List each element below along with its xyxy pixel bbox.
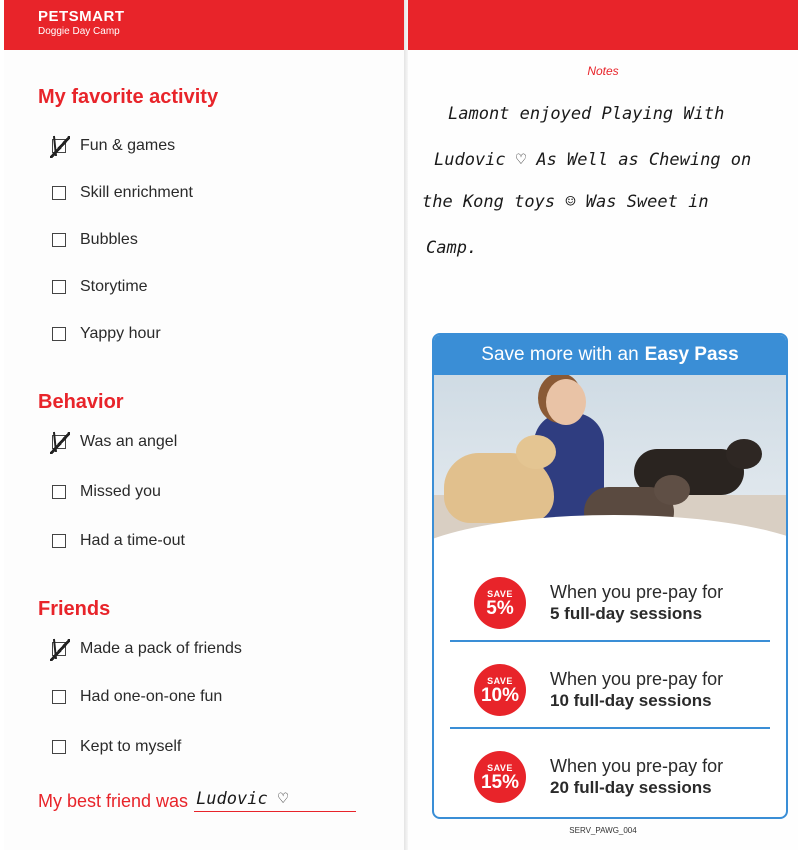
item-label: Missed you [80,483,161,500]
badge-save-text: SAVE [487,762,513,773]
tier-line1: When you pre-pay for [550,756,724,776]
promo-heading [434,335,786,375]
tier-line2: 20 full-day sessions [550,778,712,797]
friends-title: Friends [38,598,111,620]
report-card-left-panel [4,0,404,850]
checkbox-checked[interactable] [52,642,66,656]
activity-storytime[interactable] [52,278,148,296]
item-label: Skill enrichment [80,184,193,201]
checkbox[interactable] [52,327,66,341]
item-label: Yappy hour [80,325,161,342]
tier-text [550,581,723,625]
brand-subtitle: Doggie Day Camp [38,26,120,37]
best-friend-input[interactable] [194,786,356,812]
item-label: Bubbles [80,231,138,248]
behavior-angel[interactable] [52,433,177,451]
notes-line: the Kong toys ☺ Was Sweet in [422,192,709,212]
friends-kept-to-myself[interactable] [52,738,181,756]
friends-one-on-one[interactable] [52,688,222,706]
tier-10 [434,647,786,733]
item-label: Was an angel [80,433,178,450]
best-friend-label: My best friend was [38,791,189,811]
behavior-missed-you[interactable] [52,483,161,501]
save-badge [474,664,526,716]
checkbox[interactable] [52,280,66,294]
tier-line2: 10 full-day sessions [550,691,712,710]
behavior-time-out[interactable] [52,532,185,550]
badge-percent: 15% [480,771,520,793]
checkbox[interactable] [52,485,66,499]
item-label: Storytime [80,278,148,295]
notes-line: Lamont enjoyed Playing With [448,104,725,124]
tier-line1: When you pre-pay for [550,669,724,689]
checkbox[interactable] [52,534,66,548]
item-label: Made a pack of friends [80,640,242,657]
badge-percent: 5% [486,597,514,619]
badge-save-text: SAVE [487,675,513,686]
checkbox[interactable] [52,186,66,200]
badge-percent: 10% [480,684,520,706]
checkbox[interactable] [52,233,66,247]
promo-photo [434,375,786,565]
report-card-right-panel [408,0,798,850]
item-label: Had a time-out [80,532,185,549]
item-label: Kept to myself [80,738,182,755]
form-code: SERV_PAWG_004 [569,826,637,835]
tier-divider [450,640,770,642]
promo-heading-prefix: Save more with an [481,344,639,365]
activity-fun-games[interactable] [52,137,175,155]
activity-bubbles[interactable] [52,231,138,249]
best-friend-value: Ludovic ♡ [196,789,289,809]
photo-person-head [546,379,586,425]
checkbox[interactable] [52,740,66,754]
notes-line: Camp. [426,238,478,258]
badge-save-text: SAVE [487,588,513,599]
brand-logo [38,8,125,37]
best-friend-field [38,786,356,812]
easy-pass-promo [432,333,788,819]
friends-pack[interactable] [52,640,242,658]
tier-divider [450,727,770,729]
tier-line1: When you pre-pay for [550,582,724,602]
photo-black-dog-head [726,439,762,469]
photo-yellow-dog-head [516,435,556,469]
save-badge [474,751,526,803]
save-badge [474,577,526,629]
promo-heading-bold: Easy Pass [644,344,739,365]
photo-chocolate-dog-head [654,475,690,505]
notes-line: Ludovic ♡ As Well as Chewing on [434,150,752,170]
tier-5 [434,560,786,646]
tier-line2: 5 full-day sessions [550,604,703,623]
header-bar [408,0,798,50]
favorite-activity-title: My favorite activity [38,86,219,108]
checkbox-checked[interactable] [52,435,66,449]
item-label: Had one-on-one fun [80,688,223,705]
notes-label: Notes [587,64,619,78]
tier-text [550,668,723,712]
tier-15 [434,734,786,819]
activity-yappy-hour[interactable] [52,325,161,343]
item-label: Fun & games [80,137,176,154]
activity-skill-enrichment[interactable] [52,184,193,202]
checkbox[interactable] [52,690,66,704]
brand-name: PETSMART [38,8,125,25]
tier-text [550,755,723,799]
checkbox-checked[interactable] [52,139,66,153]
behavior-title: Behavior [38,391,124,413]
